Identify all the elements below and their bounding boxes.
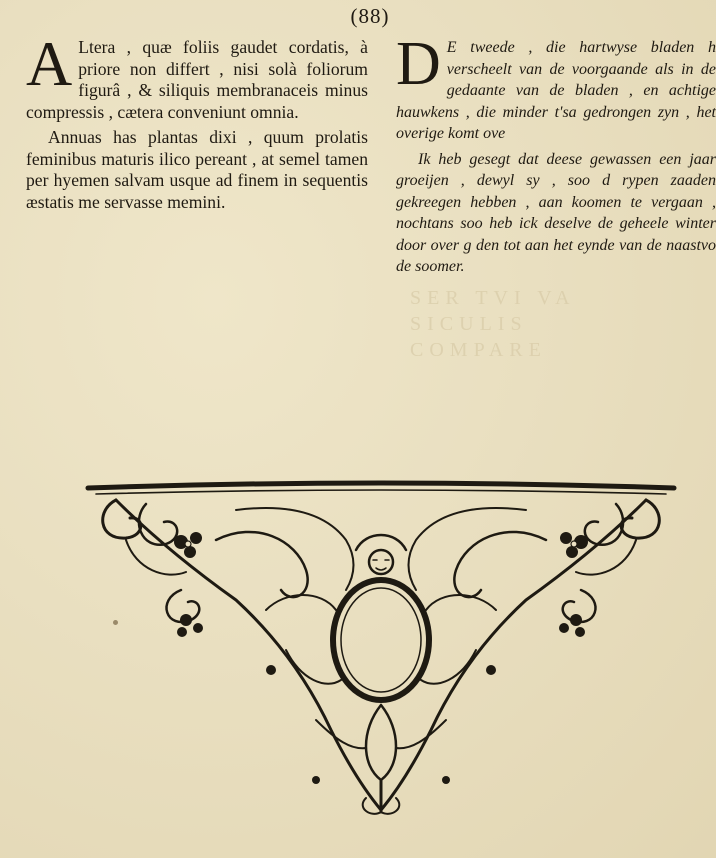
- dutch-paragraph-1-text: E tweede , die hartwyse bladen h verscheelt van de voorgaande als in de gedaante van de bladen , en achtige hauwkens , die minder t'sa gedrongen zyn , het overige komt ove: [396, 39, 716, 142]
- dutch-drop-cap: D: [396, 30, 441, 98]
- page-number: (88): [350, 4, 390, 28]
- dutch-paragraph-1: [396, 30, 716, 145]
- dutch-paragraph-2: Ik heb gesegt dat deese gewassen een jaar groeijen , dewyl sy , soo d rypen zaaden gekreegen hebben , aan koomen te vergaan , nochtans soo heb ick deselve de geheele winter door over g den tot aan het eynde van de naastvo de soomer.: [396, 150, 716, 275]
- show-through-text: [410, 285, 670, 361]
- latin-column: [26, 28, 368, 213]
- show-through-line: SICULIS COMPARE: [410, 313, 547, 361]
- latin-paragraph-2: Annuas has plantas dixi , quum prolatis feminibus maturis ilico pereant , at semel tamen per hyemen salvam usque ad finem in sequentis æstatis me servasse memini.: [26, 127, 368, 212]
- show-through-line: SER TVI VA: [410, 287, 576, 309]
- latin-paragraph-1-text: Ltera , quæ foliis gaudet cordatis, à priore non differt , nisi solà foliorum figurâ , & siliquis membranaceis minus compressis , cætera conveniunt omnia.: [26, 37, 368, 122]
- dutch-column: [396, 30, 716, 278]
- latin-paragraph-1: [26, 28, 368, 123]
- latin-drop-cap: A: [26, 28, 73, 99]
- ornament-tailpiece: [86, 480, 676, 820]
